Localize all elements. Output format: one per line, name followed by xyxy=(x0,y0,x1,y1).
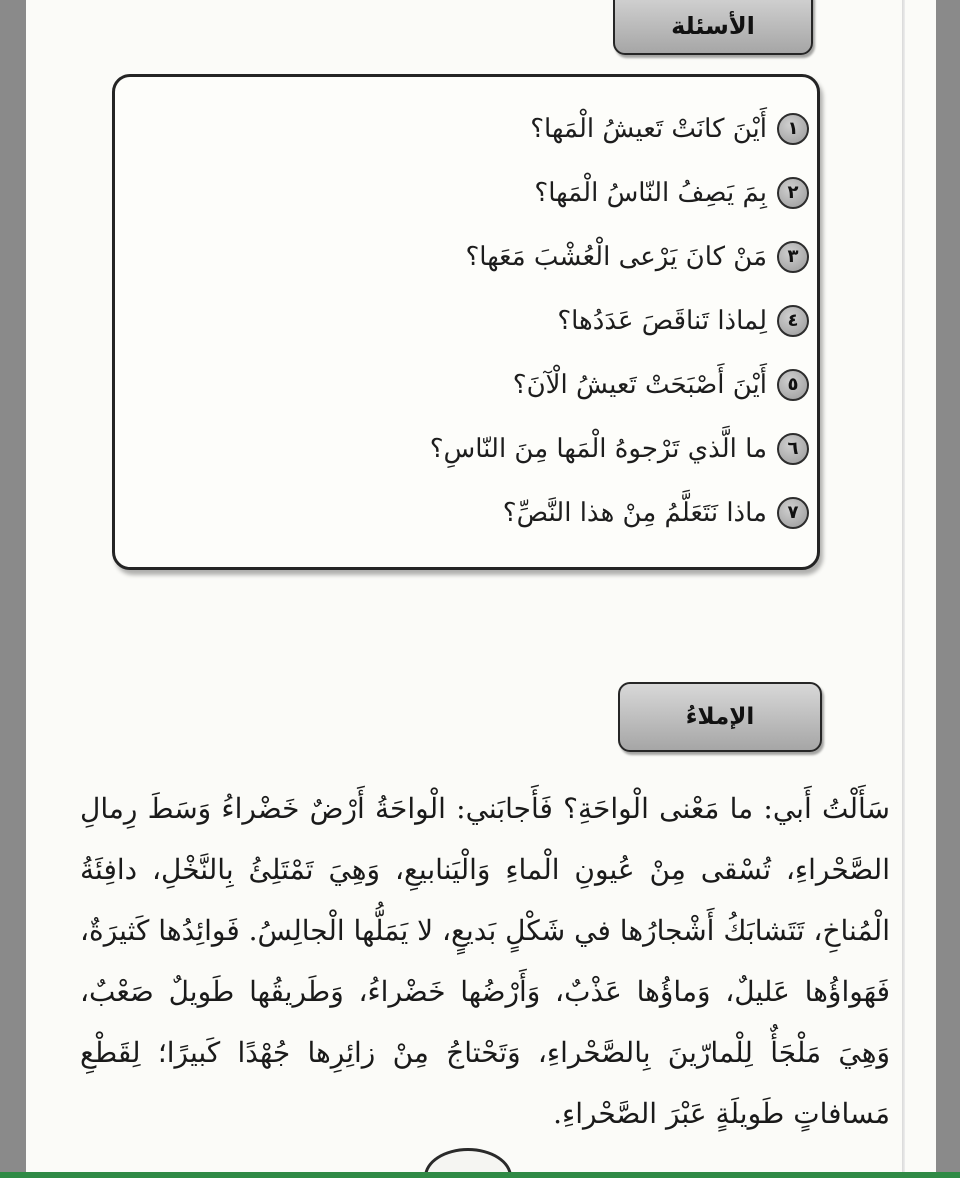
question-item xyxy=(115,97,809,161)
question-number: ١ xyxy=(777,113,809,145)
question-item xyxy=(115,289,809,353)
question-item xyxy=(115,161,809,225)
question-text: بِمَ يَصِفُ النّاسُ الْمَها؟ xyxy=(534,178,767,208)
dictation-section-label xyxy=(618,682,822,752)
page-edge-line xyxy=(902,0,905,1178)
question-number: ٢ xyxy=(777,177,809,209)
question-text: ماذا نَتَعَلَّمُ مِنْ هذا النَّصِّ؟ xyxy=(502,498,767,528)
question-list xyxy=(115,77,817,545)
question-number: ٣ xyxy=(777,241,809,273)
question-item xyxy=(115,481,809,545)
textbook-page xyxy=(26,0,936,1178)
dictation-paragraph: سَأَلْتُ أَبي: ما مَعْنى الْواحَةِ؟ فَأَجابَني: الْواحَةُ أَرْضٌ خَضْراءُ وَسَطَ رِمالِ الصَّحْراءِ، تُسْقى مِنْ عُيونِ الْماءِ وَالْيَنابيعِ، وَهِيَ تَمْتَلِئُ بِالنَّخْلِ، دافِئَةُ الْمُناخِ، تَتَشابَكُ أَشْجارُها في شَكْلٍ بَديعٍ، لا يَمَلُّها الْجالِسُ. فَوائِدُها كَثيرَةٌ، فَهَواؤُها عَليلٌ، وَماؤُها عَذْبٌ، وَأَرْضُها خَضْراءُ، وَطَريقُها طَويلٌ صَعْبٌ، وَهِيَ مَلْجَأٌ لِلْمارّينَ بِالصَّحْراءِ، وَتَحْتاجُ مِنْ زائِرِها جُهْدًا كَبيرًا؛ لِقَطْعِ مَسافاتٍ طَويلَةٍ عَبْرَ الصَّحْراءِ. xyxy=(80,792,890,1130)
question-text: ما الَّذي تَرْجوهُ الْمَها مِنَ النّاسِ؟ xyxy=(429,434,767,464)
questions-section-title: الأسئلة xyxy=(671,12,755,40)
question-text: مَنْ كانَ يَرْعى الْعُشْبَ مَعَها؟ xyxy=(465,242,767,272)
question-number: ٤ xyxy=(777,305,809,337)
question-number: ٧ xyxy=(777,497,809,529)
question-text: أَيْنَ كانَتْ تَعيشُ الْمَها؟ xyxy=(530,114,767,144)
question-number: ٥ xyxy=(777,369,809,401)
dictation-section-title: الإملاءُ xyxy=(685,704,755,730)
question-number: ٦ xyxy=(777,433,809,465)
question-text: لِماذا تَناقَصَ عَدَدُها؟ xyxy=(557,306,767,336)
questions-box xyxy=(112,74,820,570)
question-item xyxy=(115,353,809,417)
questions-section-label xyxy=(613,0,813,55)
question-text: أَيْنَ أَصْبَحَتْ تَعيشُ الْآنَ؟ xyxy=(512,370,767,400)
bottom-status-strip xyxy=(0,1172,960,1178)
question-item xyxy=(115,225,809,289)
question-item xyxy=(115,417,809,481)
